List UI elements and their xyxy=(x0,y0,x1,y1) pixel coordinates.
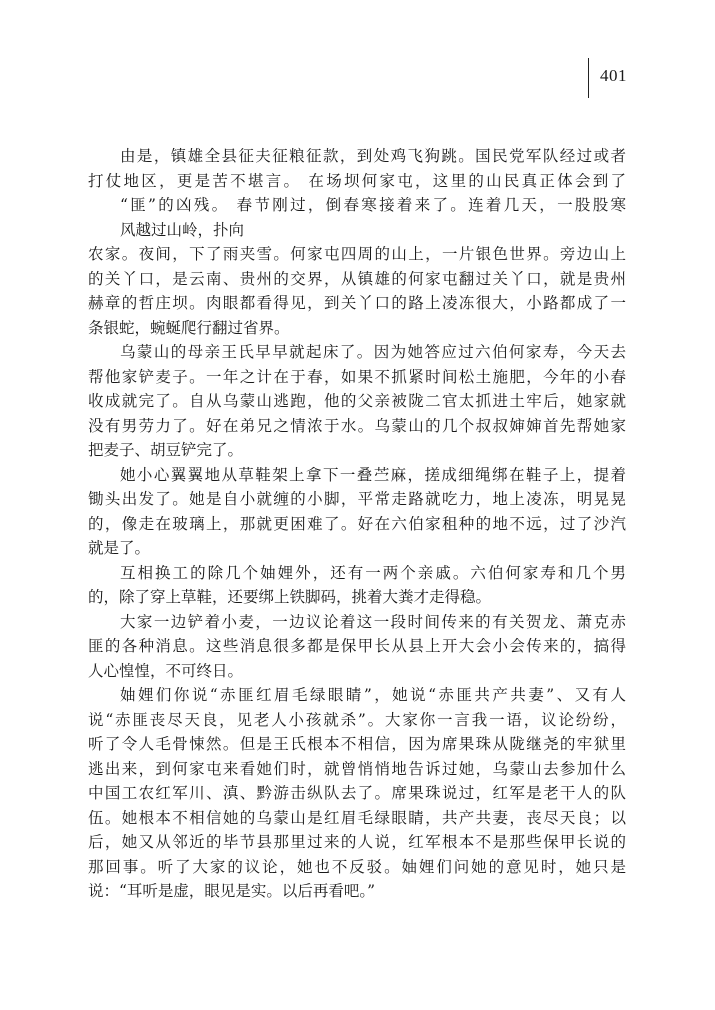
text-line: 那回事。听了大家的议论，她也不反驳。妯娌们问她的意见时，她只是 xyxy=(88,857,626,876)
text-line: 的，除了穿上草鞋，还要绑上铁脚码，挑着大粪才走得稳。 xyxy=(88,588,492,606)
text-line: 乌蒙山的母亲王氏早早就起床了。因为她答应过六伯何家寿，今天去 xyxy=(120,343,626,361)
text-line: 把麦子、胡豆铲完了。 xyxy=(88,441,244,459)
text-line: 的，像走在玻璃上，那就更困难了。好在六伯家租种的地不远，过了沙汽 xyxy=(88,514,626,533)
text-line: 锄头出发了。她是自小就缠的小脚，平常走路就吃力，地上凌冻，明晃晃 xyxy=(88,490,626,508)
text-line: 帮他家铲麦子。一年之计在于春，如果不抓紧时间松土施肥，今年的小春 xyxy=(88,367,626,386)
text-line: 的关丫口，是云南、贵州的交界，从镇雄的何家屯翻过关丫口，就是贵州 xyxy=(88,269,626,288)
text-line: 收成就完了。自从乌蒙山逃跑，他的父亲被陇二官太抓进土牢后，她家就 xyxy=(88,392,626,410)
text-line: 互相换工的除几个妯娌外，还有一两个亲戚。六伯何家寿和几个男 xyxy=(120,563,626,582)
text-line: 逃出来，到何家屯来看她们时，就曾悄悄地告诉过她，乌蒙山去参加什么 xyxy=(88,759,626,778)
text-line: “匪”的凶残。 春节刚过，倒春寒接着来了。连着几天，一股股寒 xyxy=(120,196,626,214)
text-line: 农家。夜间，下了雨夹雪。何家屯四周的山上，一片银色世界。旁边山上 xyxy=(88,245,626,263)
body-text xyxy=(88,144,626,904)
text-line: 就是了。 xyxy=(88,539,151,557)
text-line: 赫章的哲庄坝。肉眼都看得见，到关丫口的路上凌冻很大，小路都成了一 xyxy=(88,294,626,312)
text-line: 伍。她根本不相信她的乌蒙山是红眉毛绿眼睛，共产共妻，丧尽天良；以 xyxy=(88,808,626,827)
text-line: 大家一边铲着小麦，一边议论着这一段时间传来的有关贺龙、萧克赤 xyxy=(120,612,626,631)
text-line: 后，她又从邻近的毕节县那里过来的人说，红军根本不是那些保甲长说的 xyxy=(88,833,626,851)
text-line: 没有男劳力了。好在弟兄之情浓于水。乌蒙山的几个叔叔婶婶首先帮她家 xyxy=(88,416,626,435)
text-line: 打仗地区，更是苦不堪言。 在场坝何家屯，这里的山民真正体会到了 xyxy=(88,171,626,190)
text-line: 她小心翼翼地从草鞋架上拿下一叠苎麻，搓成细绳绑在鞋子上，提着 xyxy=(120,465,626,484)
page-number: 401 xyxy=(600,66,627,85)
text-line: 由是，镇雄全县征夫征粮征款，到处鸡飞狗跳。国民党军队经过或者 xyxy=(120,147,626,165)
text-line: 条银蛇，蜿蜒爬行翻过省界。 xyxy=(88,318,290,337)
text-line: 中国工农红军川、滇、黔游击纵队去了。席果珠说过，红军是老干人的队 xyxy=(88,784,626,802)
text-line: 听了令人毛骨悚然。但是王氏根本不相信，因为席果珠从陇继尧的牢狱里 xyxy=(88,735,626,753)
text-line: 匪的各种消息。这些消息很多都是保甲长从县上开大会小会传来的，搞得 xyxy=(88,637,626,655)
page-number-rule xyxy=(588,58,589,98)
text-line: 说“赤匪丧尽天良，见老人小孩就杀”。大家你一言我一语，议论纷纷， xyxy=(88,710,626,729)
text-line: 说：“耳听是虚，眼见是实。以后再看吧。” xyxy=(88,882,376,900)
text-line: 风越过山岭，扑向 xyxy=(120,220,245,239)
text-line: 妯娌们你说“赤匪红眉毛绿眼睛”，她说“赤匪共产共妻”、又有人 xyxy=(120,686,626,704)
text-line: 人心惶惶，不可终日。 xyxy=(88,661,244,680)
